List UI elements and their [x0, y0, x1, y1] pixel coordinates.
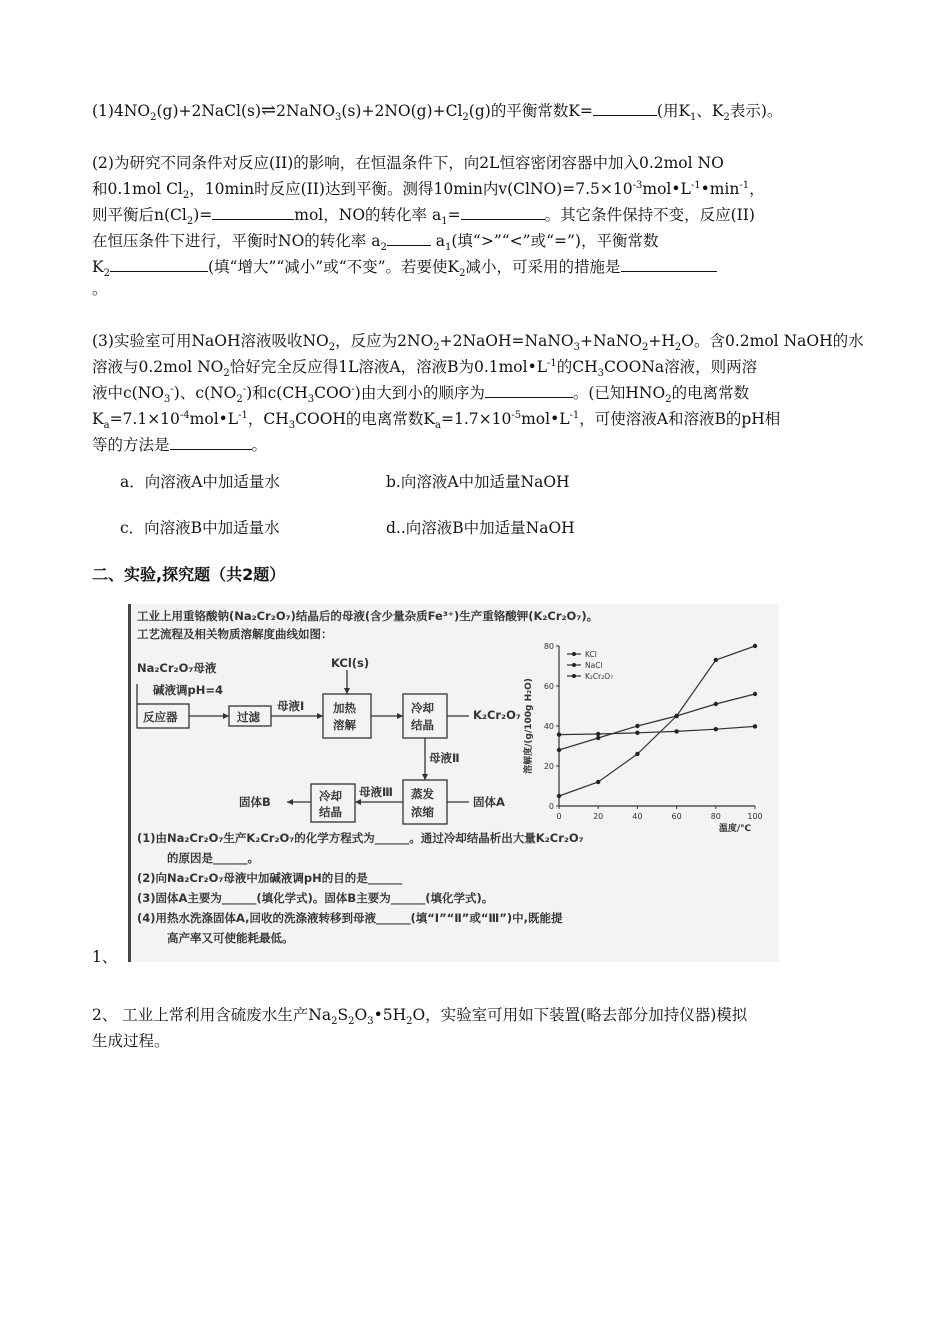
data-point: [635, 731, 639, 735]
label-heat-1: 加热: [333, 701, 356, 715]
series-line-1: [559, 726, 755, 734]
data-point: [753, 692, 757, 696]
legend-marker-square: [572, 663, 576, 667]
answer-blank[interactable]: [110, 254, 208, 272]
answer-blank[interactable]: [387, 228, 431, 246]
question-3-line-5: 等的方法是 。: [92, 432, 872, 458]
answer-blank[interactable]: [170, 432, 252, 450]
equilibrium-arrow: ⇌: [261, 100, 277, 121]
y-axis-label: 溶解度/(g/100g H₂O): [524, 678, 534, 774]
series-line-0: [559, 694, 755, 750]
y-tick-label: 60: [543, 682, 554, 691]
label-reactor: 反应器: [143, 710, 178, 724]
x-tick-label: 40: [632, 812, 643, 821]
label-solid-b: 固体B: [239, 795, 271, 809]
data-point: [596, 736, 600, 740]
data-point: [674, 714, 678, 718]
legend-marker-triangle: [572, 674, 576, 678]
question-2-line-6: 。: [92, 280, 108, 298]
data-point: [557, 748, 561, 752]
label-heat-2: 溶解: [333, 718, 356, 732]
label-kcl: KCl(s): [331, 656, 370, 670]
y-tick-label: 40: [543, 722, 554, 731]
solubility-chart: [519, 634, 769, 844]
data-point: [714, 702, 718, 706]
label-product: K₂Cr₂O₇: [473, 708, 521, 722]
data-point: [635, 752, 639, 756]
chart-axes: [522, 642, 763, 834]
question-3-line-2: 溶液与0.2mol $NO_2$恰好完全反应得1L溶液A，溶液B为$0.1mol•L^{-1}$的$CH_3COONa$溶液，则两溶: [92, 357, 758, 380]
y-tick-label: 0: [548, 802, 554, 811]
option-a: a．向溶液A中加适量水: [120, 473, 280, 491]
legend-label: NaCl: [585, 661, 603, 670]
item-2-line-2: 生成过程。: [92, 1032, 170, 1050]
label-mother-2: 母液Ⅱ: [429, 751, 460, 765]
data-point: [596, 780, 600, 784]
data-point: [714, 727, 718, 731]
answer-blank[interactable]: [485, 380, 573, 398]
y-tick-label: 20: [543, 762, 554, 771]
figure-intro-2: 工艺流程及相关物质溶解度曲线如图：: [137, 627, 333, 641]
answer-blank[interactable]: [461, 202, 545, 220]
label-mother-1: 母液Ⅰ: [277, 699, 305, 713]
data-point: [753, 724, 757, 728]
data-point: [596, 732, 600, 736]
answer-blank[interactable]: [212, 202, 294, 220]
data-point: [753, 644, 757, 648]
answer-blank[interactable]: [593, 98, 657, 116]
label-cool-1: 冷却: [411, 701, 434, 715]
question-3-line-1: (3)实验室可用NaOH溶液吸收$NO_2$，反应为$2NO_2+2NaOH=NaNO_3+NaNO_2+H_2O$。含0.2mol NaOH的水: [92, 332, 864, 354]
label-evap-2: 浓缩: [411, 805, 434, 819]
legend-label: KCl: [585, 650, 597, 659]
label-mother-3: 母液Ⅲ: [359, 785, 393, 799]
label-cool-2: 结晶: [411, 718, 434, 732]
process-figure: [128, 604, 779, 962]
x-tick-label: 80: [710, 812, 721, 821]
question-1: $(1)4NO_2(g)+2NaCl(s)\rightleftharpoons 2NaNO_3(s)+2NO(g)+Cl_2(g)$的平衡常数K= (用$K_1$、$K_2$表示)。: [92, 100, 783, 124]
figure-intro-1: 工业上用重铬酸钠(Na₂Cr₂O₇)结晶后的母液(含少量杂质Fe³⁺)生产重铬酸钾(K₂Cr₂O₇)。: [137, 609, 599, 623]
question-2-line-5: $K_2$ (填“增大”“减小”或“不变”。若要使$K_2$减小，可采用的措施是: [92, 254, 872, 280]
question-3-line-3: 液中$c(NO_3^-)$、$c(NO_2^-)$和$c(CH_3COO^-)$由大到小的顺序为 。(已知$HNO_2$的电离常数: [92, 380, 872, 406]
data-point: [635, 724, 639, 728]
label-feed: Na₂Cr₂O₇母液: [137, 661, 217, 675]
label-evap-1: 蒸发: [411, 787, 434, 801]
option-d: d..向溶液B中加适量NaOH: [386, 519, 575, 537]
figure-question-3: (3)固体A主要为______(填化学式)。固体B主要为______(填化学式)。: [137, 891, 494, 905]
label-filter: 过滤: [237, 710, 260, 724]
option-b: b.向溶液A中加适量NaOH: [386, 473, 570, 491]
figure-question-1b: 的原因是______。: [167, 851, 259, 865]
legend-label: K₂Cr₂O₇: [585, 672, 614, 681]
x-axis-label: 温度/℃: [718, 824, 751, 834]
question-2-line-4: 在恒压条件下进行，平衡时NO的转化率 $a_2$ $a_1$(填“>”“<”或“=”)，平衡常数: [92, 228, 872, 254]
x-tick-label: 60: [671, 812, 682, 821]
x-tick-label: 20: [593, 812, 604, 821]
question-2-line-3: 则平衡后$n(Cl_2)=$ mol，NO的转化率 $a_1=$ 。其它条件保持不变，反应(II): [92, 202, 872, 228]
x-tick-label: 100: [747, 812, 763, 821]
figure-question-2: (2)向Na₂Cr₂O₇母液中加碱液调pH的目的是______: [137, 871, 403, 885]
answer-blank[interactable]: [621, 254, 717, 272]
data-point: [714, 658, 718, 662]
x-tick-label: 0: [556, 812, 562, 821]
figure-question-1: (1)由Na₂Cr₂O₇生产K₂Cr₂O₇的化学方程式为______。通过冷却结晶析出大量K₂Cr₂O₇: [137, 831, 584, 845]
data-point: [557, 794, 561, 798]
label-cool-4: 结晶: [319, 805, 342, 819]
chart-legend: [567, 650, 613, 681]
y-tick-label: 80: [543, 642, 554, 651]
question-3-line-4: $K_a=7.1\times 10^{-4}mol•L^{-1}$，$CH_3COOH$的电离常数$K_a=1.7\times 10^{-5}mol•L^{-1}$，可使溶液A和溶液B的pH相: [92, 409, 781, 432]
legend-marker-circle: [572, 652, 576, 656]
data-point: [674, 729, 678, 733]
option-c: c．向溶液B中加适量水: [120, 519, 280, 537]
item-2-line-1: 2、 工业上常利用含硫废水生产$Na_2S_2O_3•5H_2O$，实验室可用如下装置(略去部分加持仪器)模拟: [92, 1006, 748, 1028]
section-heading: 二、实验,探究题（共2题）: [92, 565, 286, 584]
figure-question-4: (4)用热水洗涤固体A,回收的洗涤液转移到母液______(填“Ⅰ”“Ⅱ”或“Ⅲ”)中,既能提: [137, 911, 563, 925]
item-1-label: 1、: [92, 948, 118, 966]
question-2-line-1: (2)为研究不同条件对反应(II)的影响，在恒温条件下，向2L恒容密闭容器中加入0.2mol NO: [92, 154, 724, 172]
label-alkali: 碱液调pH=4: [153, 683, 223, 697]
question-2-line-2: 和0.1mol $Cl_2$，10min时反应(II)达到平衡。测得10min内$v(ClNO)=7.5\times 10^{-3}mol•L^{-1}•\min^{-1}$，: [92, 179, 765, 202]
figure-question-4b: 高产率又可使能耗最低。: [167, 931, 294, 945]
label-solid-a: 固体A: [473, 795, 505, 809]
data-point: [557, 732, 561, 736]
label-cool-3: 冷却: [319, 789, 342, 803]
